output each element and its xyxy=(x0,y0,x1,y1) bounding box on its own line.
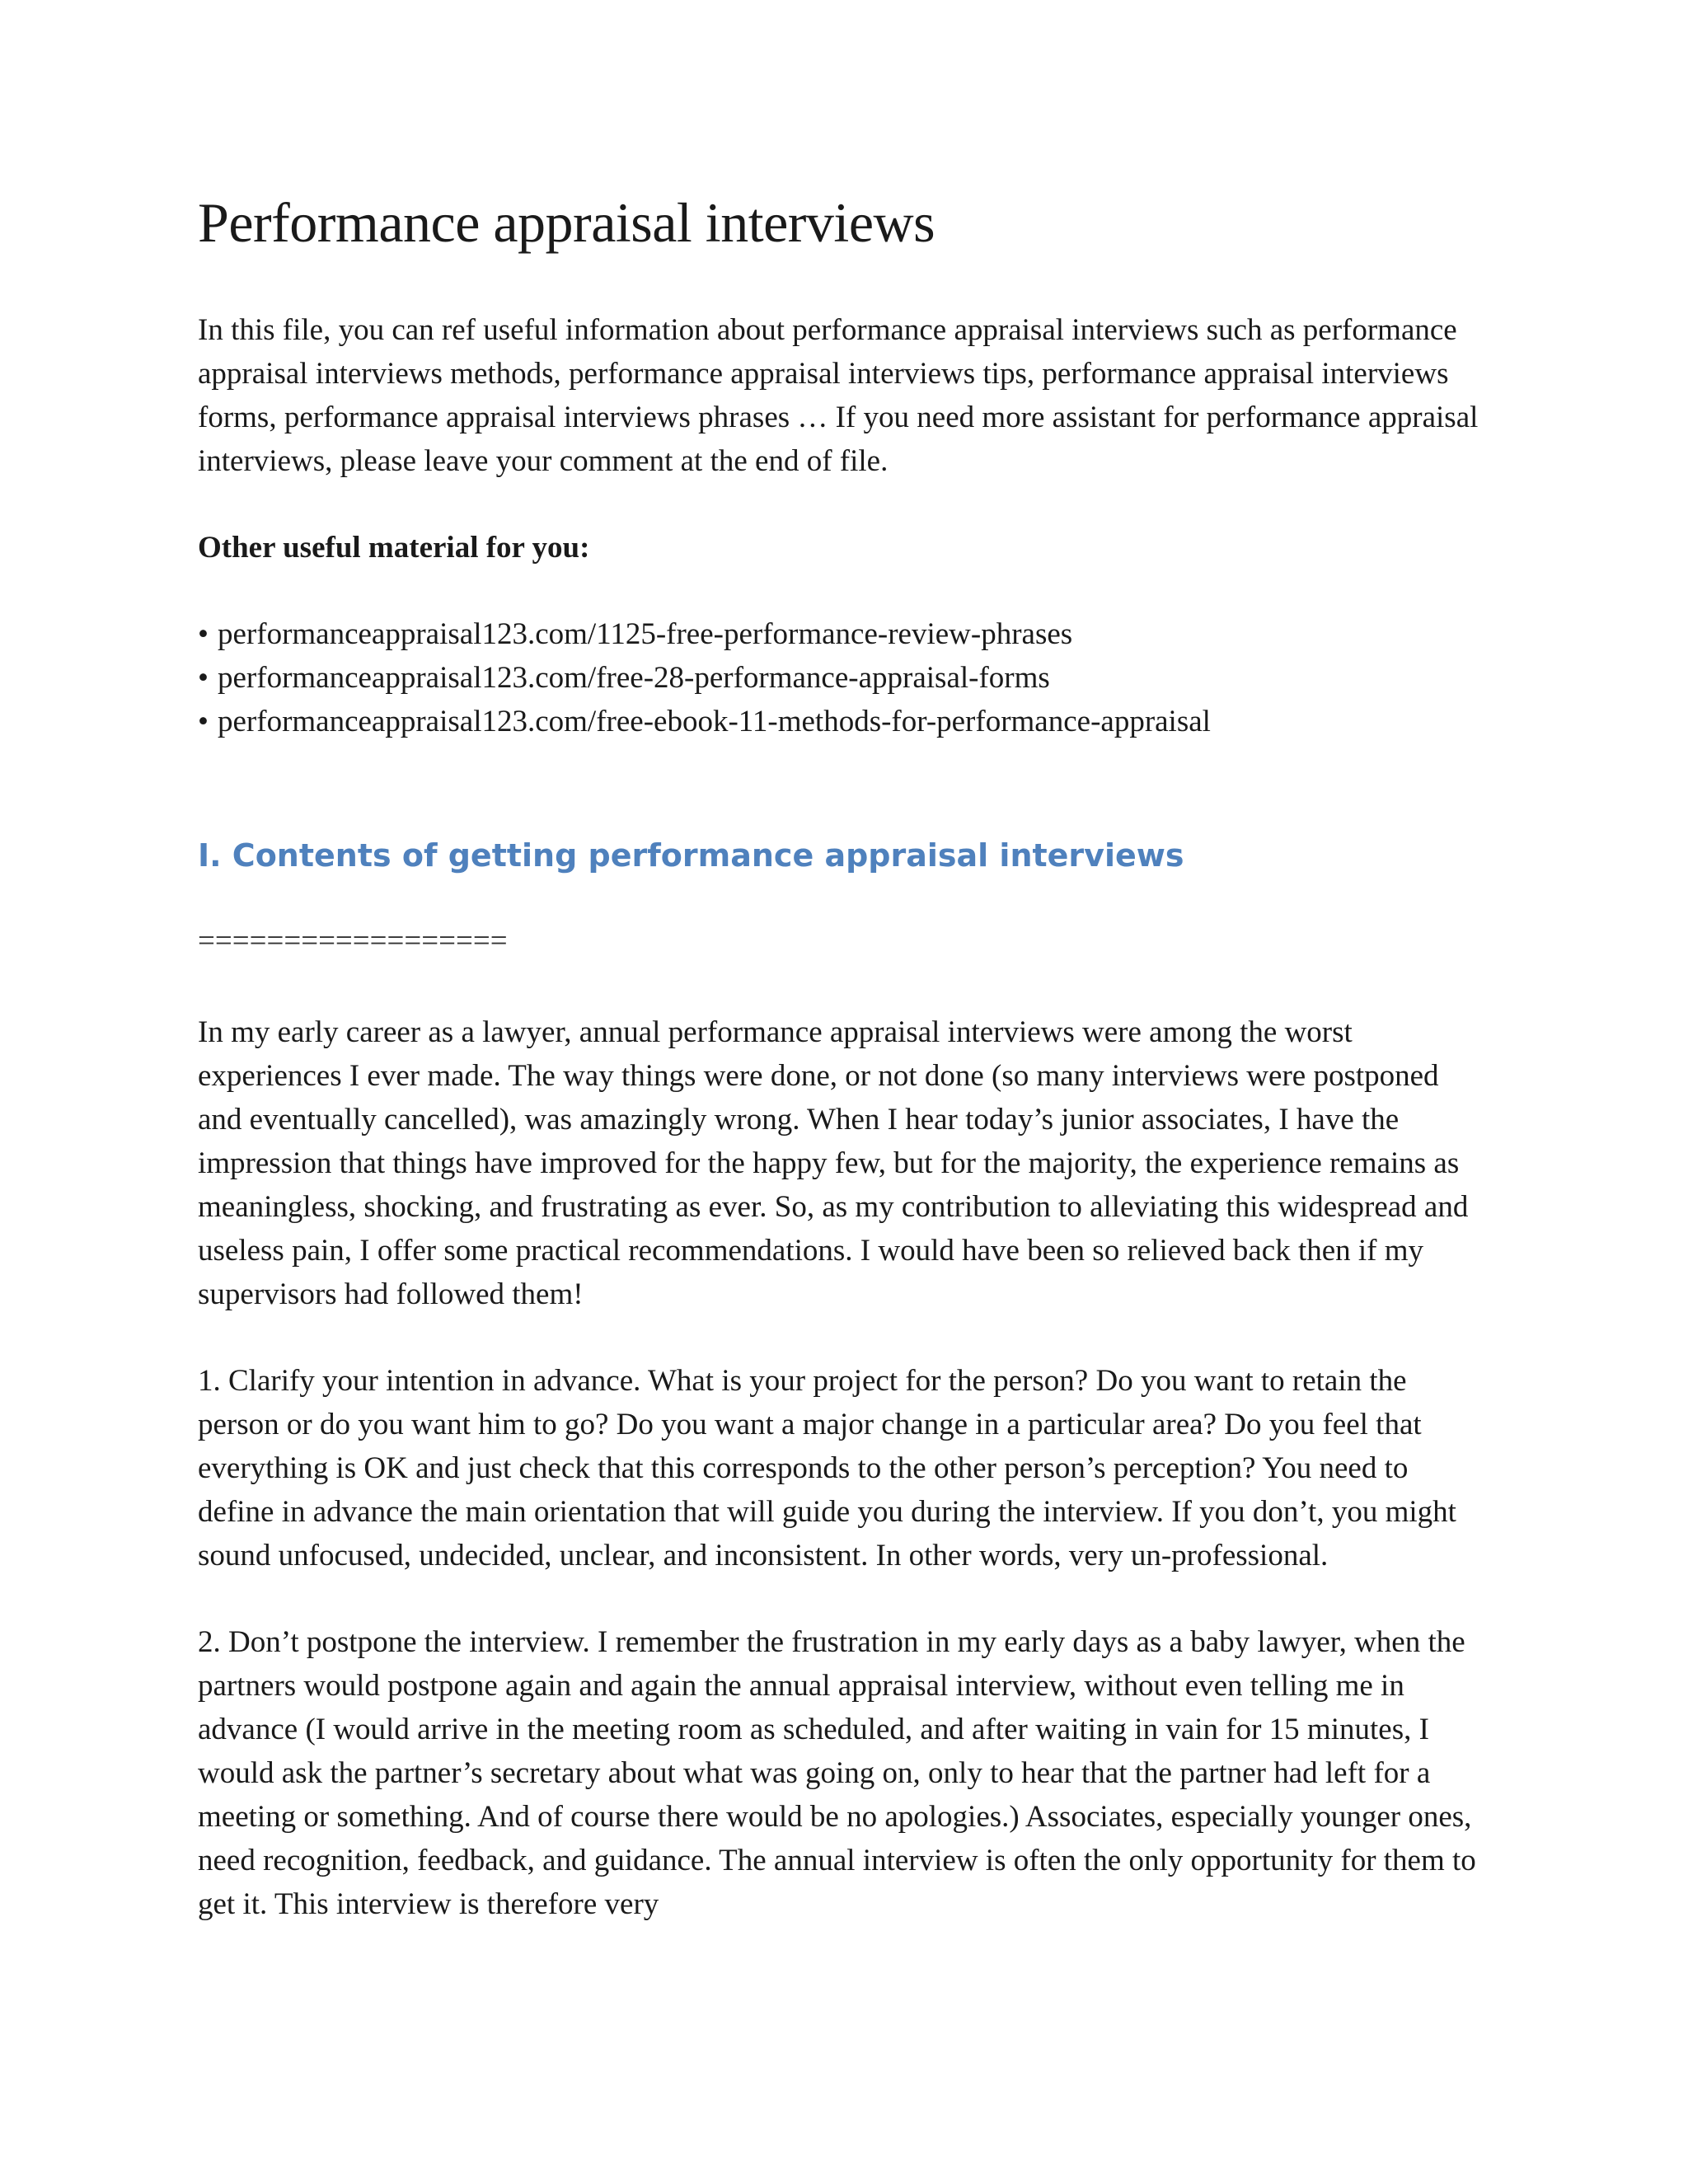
intro-paragraph: In this file, you can ref useful information about performance appraisal interviews such as performance appraisal interviews methods, performance appraisal interviews tips, performance appraisal interviews forms, performance appraisal interviews phrases … If you need more assistant for performance appraisal interviews, please leave your comment at the end of file. xyxy=(198,312,1479,478)
section-heading: I. Contents of getting performance appraisal interviews xyxy=(198,837,1184,874)
section-divider: ================== xyxy=(198,923,508,958)
list-item[interactable] xyxy=(198,656,1490,700)
list-item[interactable] xyxy=(198,700,1490,743)
material-link-list xyxy=(198,612,1490,743)
body-paragraph-2: 1. Clarify your intention in advance. What is your project for the person? Do you want to retain the person or do you want him to go? Do you want a major change in a particular area? Do you feel that everything is OK and just check that this corresponds to the other person’s perception? You need to define in advance the main orientation that will guide you during the interview. If you don’t, you might sound unfocused, undecided, unclear, and inconsistent. In other words, very un-professional. xyxy=(198,1363,1456,1572)
bullet-icon: • xyxy=(198,704,209,738)
material-link[interactable]: performanceappraisal123.com/free-ebook-11-methods-for-performance-appraisal xyxy=(218,704,1211,738)
bullet-icon: • xyxy=(198,660,209,695)
list-item[interactable] xyxy=(198,612,1490,656)
body-paragraph-1: In my early career as a lawyer, annual performance appraisal interviews were among the worst experiences I ever made. The way things were done, or not done (so many interviews were postponed and eventually cancelled), was amazingly wrong. When I hear today’s junior associates, I have the impression that things have improved for the happy few, but for the majority, the experience remains as meaningless, shocking, and frustrating as ever. So, as my contribution to alleviating this widespread and useless pain, I offer some practical recommendations. I would have been so relieved back then if my supervisors had followed them! xyxy=(198,1015,1469,1311)
material-link[interactable]: performanceappraisal123.com/free-28-performance-appraisal-forms xyxy=(218,660,1050,695)
page-title: Performance appraisal interviews xyxy=(198,191,935,254)
material-link[interactable]: performanceappraisal123.com/1125-free-performance-review-phrases xyxy=(218,616,1073,651)
body-paragraph-3: 2. Don’t postpone the interview. I remember the frustration in my early days as a baby lawyer, when the partners would postpone again and again the annual appraisal interview, without even telling me in advance (I would arrive in the meeting room as scheduled, and after waiting in vain for 15 minutes, I would ask the partner’s secretary about what was going on, only to hear that the partner had left for a meeting or something. And of course there would be no apologies.) Associates, especially younger ones, need recognition, feedback, and guidance. The annual interview is often the only opportunity for them to get it. This interview is therefore very xyxy=(198,1624,1476,1921)
other-material-heading: Other useful material for you: xyxy=(198,530,590,565)
bullet-icon: • xyxy=(198,616,209,651)
